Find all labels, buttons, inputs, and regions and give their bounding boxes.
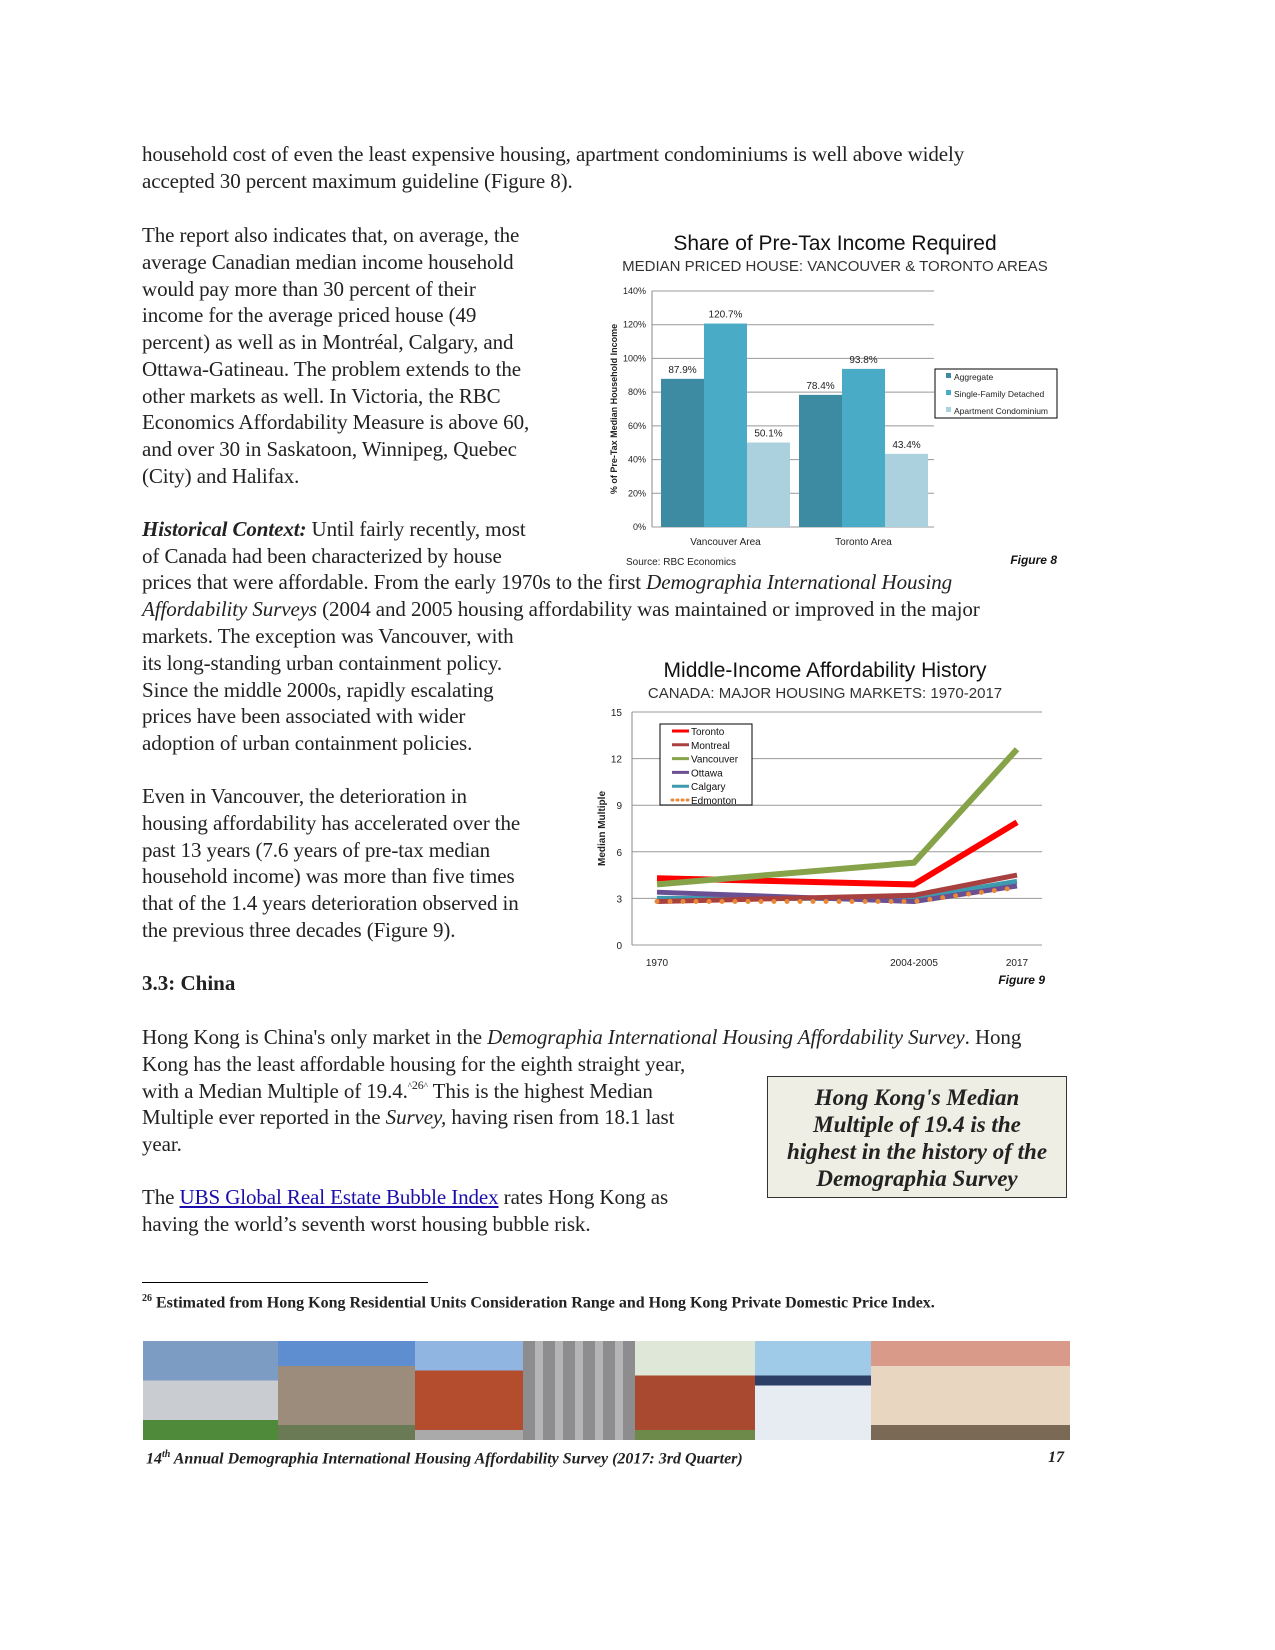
legend-label: Toronto — [691, 727, 725, 738]
legend-label: Vancouver — [691, 754, 739, 766]
bar — [704, 324, 747, 527]
legend-label: Single-Family Detached — [954, 389, 1045, 399]
text-line: of Canada had been characterized by house — [142, 544, 502, 568]
y-tick-label: 0% — [632, 522, 646, 532]
run-in-heading: Historical Context: — [142, 517, 307, 541]
data-label: 120.7% — [708, 309, 743, 321]
text-line: Since the middle 2000s, rapidly escalating — [142, 678, 494, 702]
text-line: Affordability Surveys (2004 and 2005 housing affordability was maintained or improved in the major — [142, 597, 980, 621]
chart-affordability-history — [590, 650, 1060, 995]
y-tick-label: 6 — [616, 847, 622, 859]
text-line: household income) was more than five times — [142, 864, 515, 888]
text-line: markets. The exception was Vancouver, with — [142, 624, 514, 648]
house-photo — [871, 1341, 1070, 1440]
text-line: would pay more than 30 percent of their — [142, 277, 476, 301]
text-line: The report also indicates that, on average, the — [142, 223, 520, 247]
text-line: adoption of urban containment policies. — [142, 731, 473, 755]
legend-label: Aggregate — [954, 372, 994, 382]
legend-label: Ottawa — [691, 768, 723, 780]
text-line: housing affordability has accelerated over the — [142, 811, 521, 835]
house-photo — [278, 1341, 415, 1440]
text-line: other markets as well. In Victoria, the RBC — [142, 384, 501, 408]
page-number: 17 — [1048, 1449, 1064, 1466]
y-tick-label: 140% — [622, 286, 646, 296]
text-line: average Canadian median income household — [142, 250, 514, 274]
text-line: and over 30 in Saskatoon, Winnipeg, Quebec — [142, 437, 517, 461]
text-line: Historical Context: Until fairly recently, most — [142, 517, 526, 541]
text-line: percent) as well as in Montréal, Calgary, and — [142, 330, 514, 354]
page-footer: 14th Annual Demographia International Housing Affordability Survey (2017: 3rd Quarter) — [146, 1449, 743, 1468]
legend-swatch — [946, 373, 951, 378]
text-line: its long-standing urban containment policy. — [142, 651, 503, 675]
y-tick-label: 15 — [610, 708, 622, 719]
bar — [747, 443, 790, 527]
text-line: with a Median Multiple of 19.4.$^{\^{}26\^{}}$ This is the highest Median — [142, 1078, 653, 1103]
bar — [885, 454, 928, 527]
chart-title: Share of Pre-Tax Income Required — [673, 232, 997, 255]
text-line: Economics Affordability Measure is above 60, — [142, 410, 530, 434]
section-heading: 3.3: China — [142, 971, 236, 995]
y-tick-label: 20% — [627, 488, 646, 499]
text-line: Kong has the least affordable housing for the eighth straight year, — [142, 1052, 686, 1076]
chart-subtitle: CANADA: MAJOR HOUSING MARKETS: 1970-2017 — [647, 685, 1003, 702]
series-line-toronto — [657, 822, 1017, 884]
legend-swatch — [946, 407, 951, 412]
ubs-bubble-index-link[interactable]: UBS Global Real Estate Bubble Index — [179, 1185, 499, 1209]
legend-swatch — [946, 390, 951, 395]
y-tick-label: 60% — [627, 420, 646, 431]
y-tick-label: 12 — [610, 754, 622, 766]
chart-title: Middle-Income Affordability History — [663, 659, 987, 682]
text-line: household cost of even the least expensive housing, apartment condominiums is well above widely — [142, 142, 965, 166]
text-line: past 13 years (7.6 years of pre-tax median — [142, 838, 491, 862]
house-photo — [143, 1341, 278, 1440]
text-line: Multiple ever reported in the Survey, having risen from 18.1 last — [142, 1105, 675, 1129]
data-label: 78.4% — [806, 380, 835, 392]
data-label: 43.4% — [892, 439, 921, 451]
callout-line: Hong Kong's Median — [814, 1085, 1020, 1110]
data-label: 50.1% — [754, 428, 783, 440]
house-photo-strip — [143, 1341, 1070, 1440]
data-label: 93.8% — [849, 354, 878, 366]
house-photo — [635, 1341, 755, 1440]
footnote-ref[interactable]: ^26^ — [407, 1078, 428, 1092]
chart-income-share — [600, 225, 1070, 575]
x-tick-label: Toronto Area — [835, 537, 892, 548]
text-line: Ottawa-Gatineau. The problem extends to the — [142, 357, 522, 381]
y-axis-label: % of Pre-Tax Median Household Income — [609, 323, 619, 495]
legend-label: Apartment Condominium — [954, 406, 1049, 416]
figure-label: Figure 8 — [1010, 553, 1057, 567]
bar — [661, 379, 704, 527]
chart-source: Source: RBC Economics — [626, 557, 737, 568]
y-tick-label: 100% — [622, 353, 646, 364]
callout-line: Multiple of 19.4 is the — [813, 1112, 1021, 1137]
bar — [842, 369, 885, 527]
text-line: The UBS Global Real Estate Bubble Index rates Hong Kong as — [142, 1185, 669, 1209]
chart-subtitle: MEDIAN PRICED HOUSE: VANCOUVER & TORONTO AREAS — [622, 258, 1048, 275]
x-tick-label: 2017 — [1005, 958, 1029, 969]
callout-box — [767, 1076, 1067, 1198]
footnote-divider — [142, 1282, 428, 1283]
text-line: that of the 1.4 years deterioration observed in — [142, 891, 519, 915]
house-photo — [755, 1341, 871, 1440]
text-line: accepted 30 percent maximum guideline (Figure 8). — [142, 169, 573, 193]
y-tick-label: 80% — [627, 387, 646, 398]
legend-label: Montreal — [691, 740, 730, 752]
y-tick-label: 9 — [616, 801, 622, 813]
y-tick-label: 120% — [622, 319, 646, 330]
house-photo — [415, 1341, 523, 1440]
callout-line: Demographia Survey — [816, 1166, 1018, 1191]
text-line: having the world’s seventh worst housing bubble risk. — [142, 1212, 591, 1236]
text-line: prices that were affordable. From the early 1970s to the first Demographia International Housing — [142, 570, 953, 594]
text-line: year. — [142, 1132, 182, 1156]
bar — [799, 395, 842, 527]
x-tick-label: Vancouver Area — [690, 537, 761, 548]
text-line: Even in Vancouver, the deterioration in — [142, 784, 467, 808]
text-line: (City) and Halifax. — [142, 464, 300, 488]
house-photo — [523, 1341, 635, 1440]
data-label: 87.9% — [668, 364, 697, 376]
footnote: $^{26}$ Estimated from Hong Kong Residential Units Consideration Range and Hong Kong Private Domestic Price Index. — [142, 1293, 935, 1312]
text-line: Hong Kong is China's only market in the Demographia International Housing Affordability Survey. Hong — [142, 1025, 1022, 1049]
y-axis-label: Median Multiple — [597, 791, 608, 866]
text-line: income for the average priced house (49 — [142, 303, 477, 327]
figure-label: Figure 9 — [998, 973, 1045, 987]
y-tick-label: 3 — [616, 894, 622, 906]
callout-line: highest in the history of the — [786, 1139, 1048, 1164]
text-line: the previous three decades (Figure 9). — [142, 918, 456, 942]
x-tick-label: 2004-2005 — [890, 958, 938, 969]
y-tick-label: 40% — [627, 454, 646, 465]
text-line: prices have been associated with wider — [142, 704, 466, 728]
legend-label: Edmonton — [691, 796, 737, 807]
y-tick-label: 0 — [616, 941, 622, 952]
legend-label: Calgary — [691, 782, 726, 794]
x-tick-label: 1970 — [645, 958, 669, 969]
